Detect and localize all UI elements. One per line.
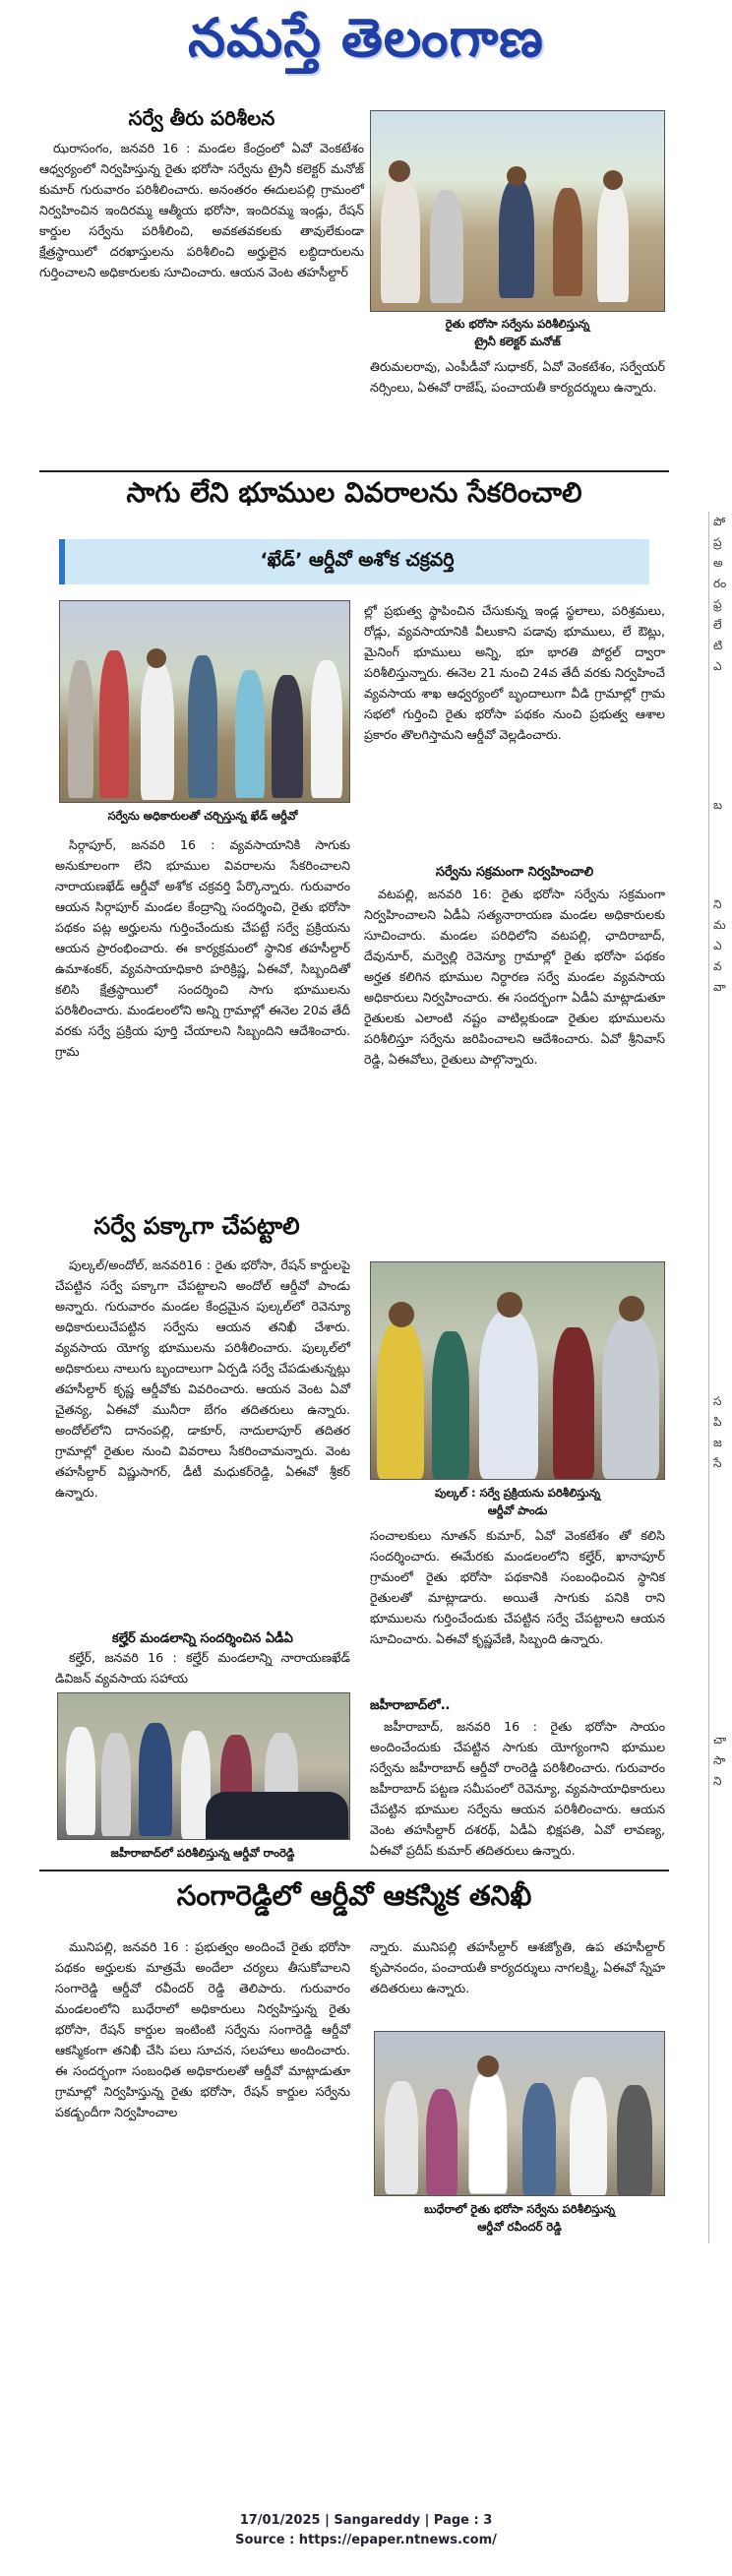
- story3-headline: సర్వే పక్కాగా చేపట్టాలి: [93, 1212, 300, 1240]
- strip-fragment: రం: [713, 577, 727, 590]
- story1-paragraph: ఝరాసంగం, జనవరి 16 : మండల కేంద్రంలో ఏవో వెంకటేశం ఆధ్వర్యంలో నిర్వహిస్తున్న రైతు భరోసా సర్వేను ట్రైనీ కలెక్టర్ మనోజ్ కుమార్ గురువారం పరిశీలించారు. అనంతరం ఈదులపల్లి గ్రామంలో నిర్వహించిన ఇందిరమ్మ ఆత్మీయ భరోసా, ఇందిరమ్మ ఇండ్లు, రేషన్ కార్డుల సర్వేను పరిశీలించి, అవకతవకలకు తావులేకుండా క్షేత్రస్థాయిలో దరఖాస్తులను పరిశీలించి అర్హులైన లబ్ధిదారులను గుర్తించాలని అధికారులకు సూచించారు. ఆయన వెంట తహసీల్దార్: [39, 141, 364, 279]
- strip-fragment: మ: [713, 918, 726, 932]
- story3-col-right: సంచాలకులు నూతన్ కుమార్, ఏవో వెంకటేశం తో కలిసి సందర్శించారు. ఈమేరకు మండలంలోని కల్హేర్, ఖానాపూర్ గ్రామంలో రైతు భరోసా పథకానికి సంబంధించిన స్థానిక రైతులతో మాట్లాడారు. అయితే సాగుకు పనికి రాని భూములను గుర్తించేందుకు చేపట్టిన సర్వే చేపట్టాలని ఆయన సూచించారు. ఏఈవో కృష్ణవేణి, సిబ్బంది ఉన్నారు.: [370, 1528, 665, 1646]
- right-edge-column: [708, 512, 732, 2243]
- story2-ribbon: ‘ఖేడ్’ ఆర్డీవో అశోక చక్రవర్తి: [59, 539, 649, 584]
- story6-photo: [374, 2031, 665, 2196]
- strip-fragment: స: [713, 1394, 722, 1408]
- strip-fragment: టి: [713, 639, 723, 652]
- story3-photo: [370, 1261, 665, 1480]
- page-footer-info: 17/01/2025 | Sangareddy | Page : 3: [239, 2513, 493, 2528]
- strip-fragment: చా: [713, 1733, 727, 1747]
- strip-fragment: ని: [713, 897, 722, 911]
- story1-headline: సర్వే తీరు పరిశీలన: [128, 106, 275, 130]
- strip-fragment: ప్ర: [713, 535, 722, 549]
- story4-photo: [57, 1692, 350, 1840]
- masthead-title: నమస్తే తెలంగాణ: [188, 6, 544, 69]
- story2-col-right: ల్లో ప్రభుత్వ స్థాపించిన చేసుకున్న ఇండ్ల స్థలాలు, పరిశ్రమలు, రోడ్లు, వ్యవసాయానికి వీలుకాని పడావు భూములు, లే ఔట్లు, మైనింగ్ భూములు అన్ని, భూ భారతి పోర్టల్ ద్వారా పరిశీలిస్తున్నారు. ఈనెల 21 నుంచి 24వ తేదీ వరకు నిర్వహించే వ్యవసాయ శాఖ ఆధ్వర్యంలో బృందాలుగా వీడి గ్రామాల్లో గ్రామ సభలో గుర్తించి రైతు భరోసా పథకం నుంచి ప్రభుత్వ ఆశాల ప్రకారం తొలగిస్తామని ఆర్డీవో వెల్లడించారు.: [364, 603, 665, 742]
- story2-photo-caption: సర్వేను అధికారులతో చర్చిస్తున్న ఖేడ్ ఆర్డీవో: [107, 809, 298, 823]
- story3-col-left: పుల్కల్/అందోల్, జనవరి16 : రైతు భరోసా, రేషన్ కార్డులపై చేపట్టిన సర్వే పక్కాగా చేపట్టాలని అందోల్ ఆర్డీవో పాండు అన్నారు. గురువారం మండల కేంద్రమైన పుల్కల్‌లో రెవెన్యూ అధికారులుచేపట్టిన సర్వేను ఆయన తనిఖీ చేశారు. వ్యవసాయ యోగ్య భూములను పరిశీలించారు. పుల్కల్‌లో అధికారులు నాలుగు బృందాలుగా ఏర్పడి సర్వే చేపడుతున్నట్లు తహసీల్దార్ కృష్ణ ఆర్డీవోకు వివరించారు. ఆయన వెంట ఏవో చైతన్య, ఏఈవో మునీరా బేగం తదితరులు ఉన్నారు. అందోల్‌లోని దానంపల్లి, డాకూర్, నాదులాపూర్ తదితర గ్రామాల్లో రైతుల నుంచి వివరాలు సేకరించామన్నారు. వెంట తహసీల్దార్ విష్ణుసాగర్, డీటీ మధుకర్‌రెడ్డి, ఏఈవో శ్రీకర్ ఉన్నారు.: [55, 1257, 350, 1500]
- story4-photo-caption: జహీరాబాద్‌లో పరిశీలిస్తున్న ఆర్డీవో రాంరెడ్డి: [110, 1846, 295, 1860]
- strip-fragment: సే: [713, 1456, 722, 1470]
- story1-continued: తిరుమలరావు, ఎంపీడీవో సుధాకర్, ఏవో వెంకటేశం, సర్వేయర్ నర్సింలు, ఏఈవో రాజేష్, పంచాయతీ కార్యదర్శులు ఉన్నారు.: [370, 359, 665, 395]
- strip-fragment: సా: [713, 1753, 726, 1767]
- strip-fragment: లే: [713, 618, 722, 632]
- strip-fragment: ఫ్ర: [713, 597, 722, 611]
- page-footer-source[interactable]: Source : https://epaper.ntnews.com/: [235, 2533, 497, 2547]
- strip-fragment: పి: [713, 1415, 722, 1429]
- story1-body: [39, 138, 364, 284]
- strip-fragment: వా: [713, 980, 726, 994]
- divider: [39, 1870, 669, 1871]
- story3-photo-caption: పుల్కల్ : సర్వే ప్రక్రియను పరిశీలిస్తున్న ఆర్డీవో పాండు: [434, 1486, 601, 1517]
- story4-body: కల్హేర్, జనవరి 16 : కల్హేర్ మండలాన్ని నారాయణఖేడ్ డివిజన్ వ్యవసాయ సహాయ: [55, 1650, 350, 1686]
- story5-body: జహీరాబాద్, జనవరి 16 : రైతు భరోసా సాయం అందించేందుకు చేపట్టిన సాగుకు యోగ్యంగాని భూముల సర్వేను జహీరాబాద్ ఆర్డీవో రాంరెడ్డి పరిశీలించారు. గురువారం జహీరాబాద్ పట్టణ సమీపంలో రెవెన్యూ, వ్యవసాయాధికారులు చేపట్టిన భూముల సర్వేను ఆయన పరిశీలించారు. ఆయన వెంట తహసీల్దార్ దశరథ్, ఏడీఏ భిక్షపతి, ఏవో లావణ్య, ఏఈవో ప్రదీప్ కుమార్ తదితరులు ఉన్నారు.: [370, 1719, 665, 1858]
- story2-col-left: సిర్గాపూర్, జనవరి 16 : వ్యవసాయానికి సాగుకు అనుకూలంగా లేని భూముల వివరాలను సేకరించాలని నారాయణఖేడ్ ఆర్డీవో అశోక చక్రవర్తి పేర్కొన్నారు. గురువారం ఆయన సిర్గాపూర్ మండల కేంద్రాన్ని సందర్శించి, రైతు భరోసా పథకం పట్ల అర్హులను గుర్తించేందుకు చేపట్టే సర్వే ప్రక్రియను ఆయన ప్రారంభించారు. ఈ కార్యక్రమంలో స్థానిక తహసీల్దార్ ఉమాశంకర్, వ్యవసాయాధికారి హరిక్రిష్ణ, ఏఈవో, సిబ్బందితో కలిసి క్షేత్రస్థాయిలో సందర్శించి సాగు భూములను పరిశీలించారు. మండలంలోని అన్ని గ్రామాల్లో ఈనెల 20వ తేదీ వరకు సర్వే ప్రక్రియ పూర్తి చేయాలని సిబ్బందిని ఆదేశించారు. గ్రామ: [55, 837, 350, 1059]
- story6-col-right: న్నారు. మునిపల్లి తహసీల్దార్ ఆశజ్యోతి, ఉప తహసీల్దార్ కృపానందం, పంచాయతీ కార్యదర్శులు నాగలక్ష్మి, ఏఈవో స్నేహ తదితరులు ఉన్నారు.: [370, 1939, 665, 1995]
- strip-fragment: పో: [713, 515, 726, 528]
- story6-photo-caption: బుధేరాలో రైతు భరోసా సర్వేను పరిశీలిస్తున్న ఆర్డీవో రవీందర్ రెడ్డి: [424, 2202, 615, 2234]
- story6-col-left: మునిపల్లి, జనవరి 16 : ప్రభుత్వం అందించే రైతు భరోసా పథకం అర్హులకు మాత్రమే అందేలా చర్యలు తీసుకోవాలని సంగారెడ్డి ఆర్డీవో రవీందర్ రెడ్డి తెలిపారు. గురువారం మండలంలోని బుధేరాలో అధికారులు నిర్వహిస్తున్న రైతు భరోసా, రేషన్ కార్డుల ఇంటింటి సర్వేను సంగారెడ్డి ఆర్డీవో ఆకస్మికంగా తనిఖీ చేసి పలు సూచన, సలహాలు అందించారు. ఈ సందర్భంగా సంబంధిత అధికారులతో ఆర్డీవో మాట్లాడుతూ గ్రామాల్లో నిర్వహిస్తున్న రైతు భరోసా, రేషన్ కార్డుల సర్వేను పకడ్బందీగా నిర్వహించాల: [55, 1939, 350, 2119]
- story2-headline: సాగు లేని భూముల వివరాలను సేకరించాలి: [126, 476, 582, 509]
- story5-headline: జహీరాబాద్‌లో..: [370, 1698, 451, 1713]
- story1-photo: [370, 110, 665, 312]
- strip-fragment: ఎ: [713, 659, 722, 673]
- story6-headline: సంగారెడ్డిలో ఆర్డీవో ఆకస్మిక తనిఖీ: [176, 1879, 532, 1912]
- masthead: [0, 0, 732, 89]
- strip-fragment: వ: [713, 959, 722, 973]
- story4-headline: కల్హేర్ మండలాన్ని సందర్శించిన ఏడీఏ: [112, 1631, 293, 1646]
- strip-fragment: ఎ: [713, 939, 722, 952]
- divider: [39, 470, 669, 472]
- strip-fragment: అ: [713, 556, 723, 570]
- strip-fragment: జ: [713, 1436, 722, 1449]
- strip-fragment: ని: [713, 1774, 722, 1788]
- story2-side-body: వటపల్లి, జనవరి 16: రైతు భరోసా సర్వేను సక్రమంగా నిర్వహించాలని ఏడీఏ సత్యనారాయణ మండల అధికారులకు సూచించారు. మండల పరిధిలోని వటపల్లి, ఛాదిరాబాద్, దేవునూర్, మర్వెల్లి రెవెన్యూ గ్రామాల్లో రైతు భరోసా పథకం అర్హత కలిగిన భూముల నిర్ధారణ సర్వే మండల వ్యవసాయ అధికారులు నిర్వహించారు. ఈ సందర్భంగా ఏడీఏ మాట్లాడుతూ రైతులకు ఎలాంటి నష్టం వాటిల్లకుండా రైతుల భూములను పరిశీలిస్తూ సర్వేను జరిపించాలని ఆదేశించారు. ఏవో శ్రీనివాస్ రెడ్డి, ఏఈవోలు, రైతులు పాల్గొన్నారు.: [364, 887, 665, 1067]
- strip-fragment: బ: [713, 798, 723, 812]
- story1-photo-caption: రైతు భరోసా సర్వేను పరిశీలిస్తున్న ట్రైనీ కలెక్టర్ మనోజ్: [445, 317, 590, 348]
- story2-side-headline: సర్వేను సక్రమంగా నిర్వహించాలి: [435, 865, 594, 880]
- story2-photo: [59, 600, 350, 803]
